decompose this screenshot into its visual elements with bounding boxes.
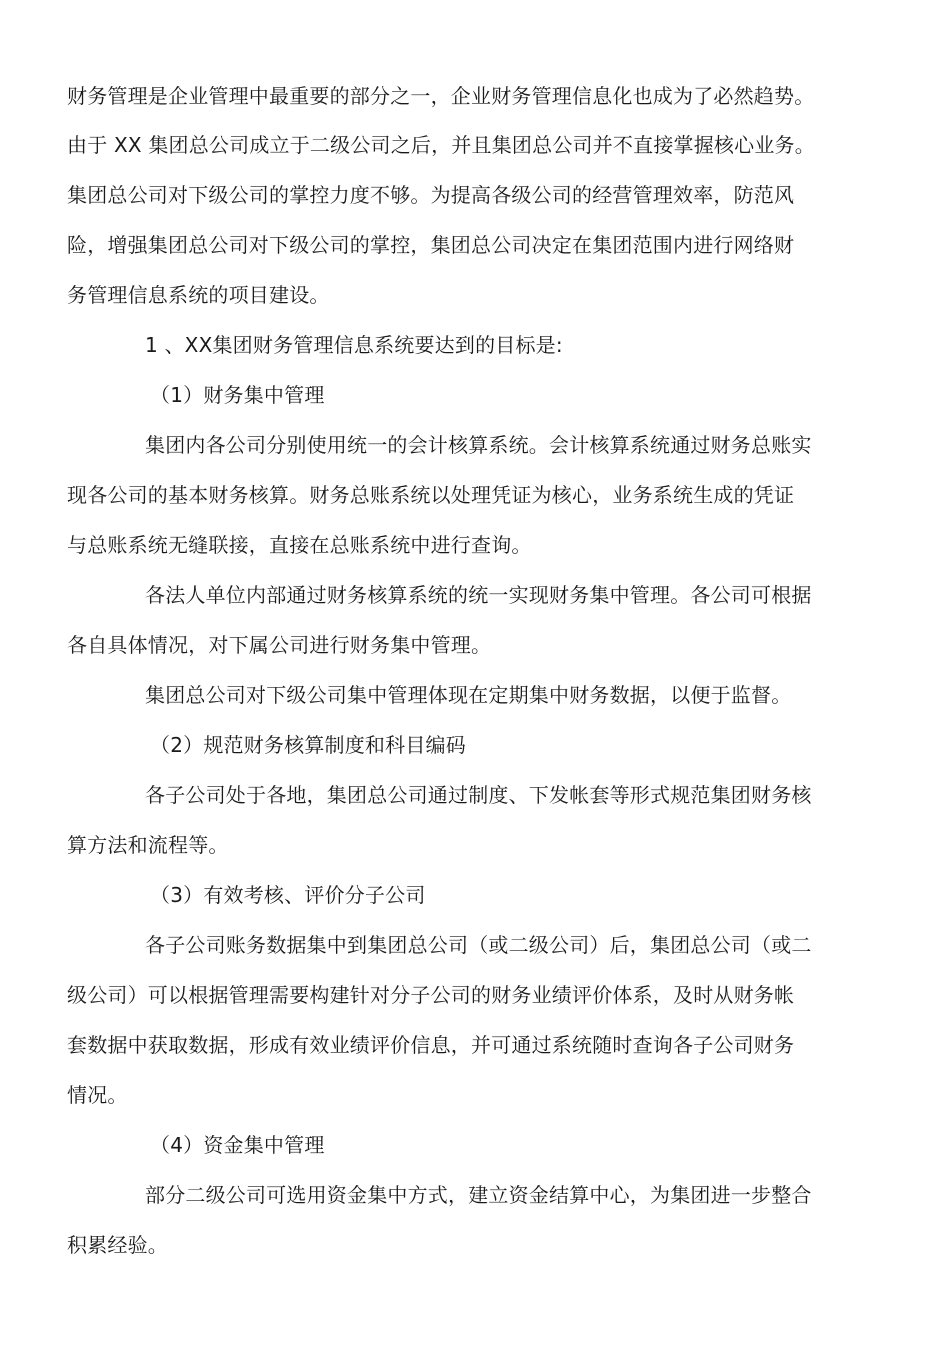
- section-heading: 1 、XX集团财务管理信息系统要达到的目标是:: [145, 333, 563, 357]
- text-line: 套数据中获取数据，形成有效业绩评价信息，并可通过系统随时查询各子公司财务: [67, 1033, 795, 1057]
- subsection-heading: （3）有效考核、评价分子公司: [150, 883, 426, 907]
- text-line: 集团内各公司分别使用统一的会计核算系统。会计核算系统通过财务总账实: [145, 433, 812, 457]
- text-line: 级公司）可以根据管理需要构建针对分子公司的财务业绩评价体系，及时从财务帐: [67, 983, 795, 1007]
- subsection-heading: （1）财务集中管理: [150, 383, 325, 407]
- text-line: 险，增强集团总公司对下级公司的掌控，集团总公司决定在集团范围内进行网络财: [67, 233, 795, 257]
- text-line: 各法人单位内部通过财务核算系统的统一实现财务集中管理。各公司可根据: [145, 583, 812, 607]
- subsection-heading: （2）规范财务核算制度和科目编码: [150, 733, 466, 757]
- text-line: 部分二级公司可选用资金集中方式，建立资金结算中心，为集团进一步整合: [145, 1183, 812, 1207]
- text-line: 积累经验。: [67, 1233, 168, 1257]
- text-line: 各子公司处于各地，集团总公司通过制度、下发帐套等形式规范集团财务核: [145, 783, 812, 807]
- text-line: 务管理信息系统的项目建设。: [67, 283, 330, 307]
- text-line: 集团总公司对下级公司集中管理体现在定期集中财务数据，以便于监督。: [145, 683, 792, 707]
- text-line: 集团总公司对下级公司的掌控力度不够。为提高各级公司的经营管理效率，防范风: [67, 183, 795, 207]
- text-line: 各子公司账务数据集中到集团总公司（或二级公司）后，集团总公司（或二: [145, 933, 812, 957]
- text-line: 现各公司的基本财务核算。财务总账系统以处理凭证为核心，业务系统生成的凭证: [67, 483, 795, 507]
- subsection-heading: （4）资金集中管理: [150, 1133, 325, 1157]
- text-line: 由于 XX 集团总公司成立于二级公司之后，并且集团总公司并不直接掌握核心业务。: [67, 133, 815, 157]
- text-line: 与总账系统无缝联接，直接在总账系统中进行查询。: [67, 533, 532, 557]
- text-line: 财务管理是企业管理中最重要的部分之一，企业财务管理信息化也成为了必然趋势。: [67, 84, 815, 108]
- text-line: 算方法和流程等。: [67, 833, 229, 857]
- text-line: 情况。: [67, 1083, 128, 1107]
- text-line: 各自具体情况，对下属公司进行财务集中管理。: [67, 633, 492, 657]
